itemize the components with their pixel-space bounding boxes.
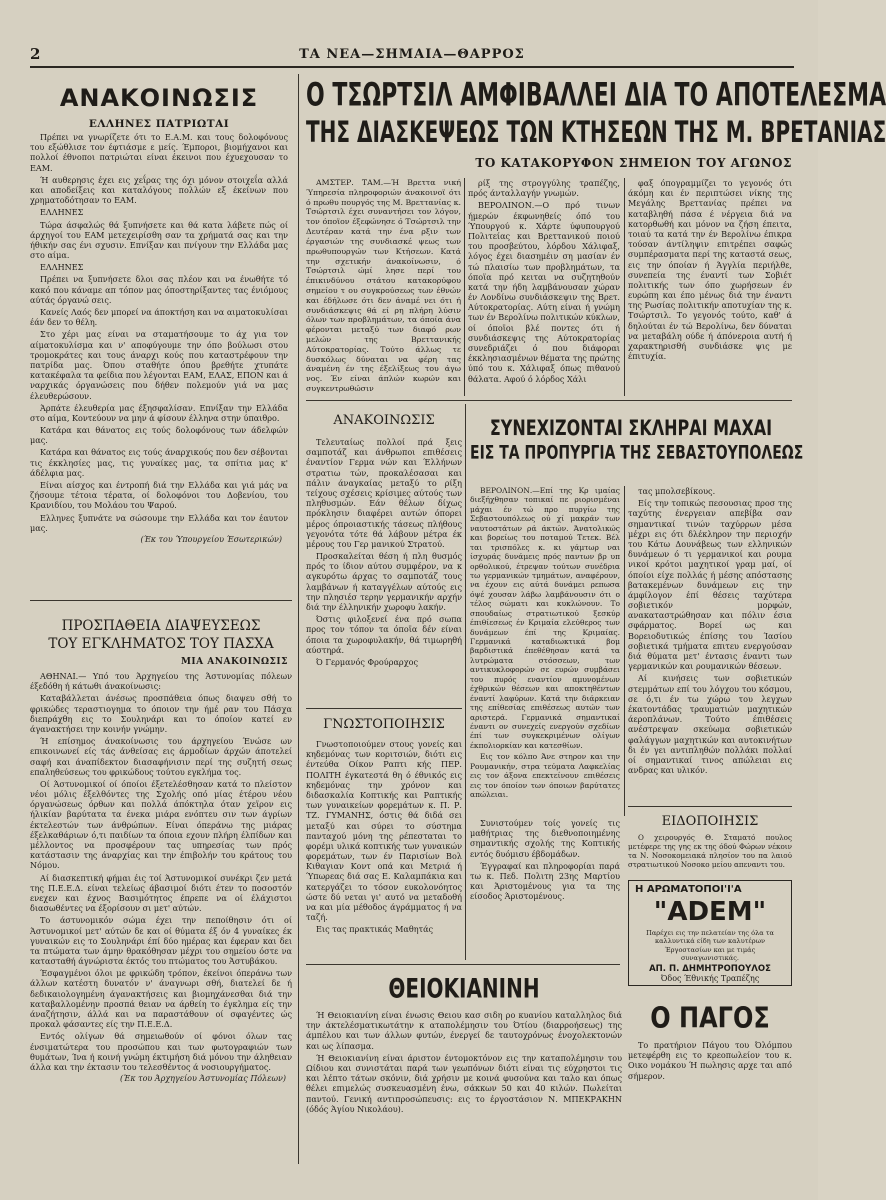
announcement-paragraph: Ή αυθερησις έχει εις χεΐρας της όχι μόνον στοιχεΐα αλλά και αποδείξεις και καταλόγους πολλών εξ έκείνων που χρηματοδότησαν το ΕΑΜ. — [30, 174, 288, 206]
announcement-paragraph: Πρέπει να γνωρίζετε ότι το Ε.Α.Μ. και τους δολοφόνους του εξώθλισε τον έφτιάσμε ε μείς. Έμποροι, βιομήχανοι και πολλοί έθνοποι πατριώται είναι έκεινοι που έχυεχουσαν το ΕΑΜ. — [30, 132, 288, 173]
pasha-article — [30, 608, 292, 1148]
classes-notice — [470, 818, 620, 958]
thiokianini-headline: ΘΕΙΟΚΙΑΝΙΝΗ — [388, 971, 540, 1005]
sebastopol-headline-1: ΣΥΝΕΧΙΖΟΝΤΑΙ ΣΚΛΗΡΑΙ ΜΑΧΑΙ — [489, 414, 773, 441]
churchill-subhead: ΤΟ ΚΑΤΑΚΟΡΥΦΟΝ ΣΗΜΕΙΟΝ ΤΟΥ ΑΓΩΝΟΣ — [475, 156, 792, 170]
pasha-headline-2: ΤΟΥ ΕΓΚΛΗΜΑΤΟΣ ΤΟΥ ΠΑΣΧΑ — [48, 635, 274, 652]
pasha-paragraph: Ή επίσημος άνακοίνωσις του άρχηγείου Ένώσε ων επικοινωνεί είς τάς άνθείσας εις άρμοδίων άρχών άποτελεί σαφή και άναπίδεκτον διασαφήνισιν περί της συζητή σεως επαληθεύσεως του φρικώδους τούτου εγκλήμα τος. — [30, 736, 292, 777]
divider — [30, 600, 292, 601]
garrison-paragraph: Ό Γερμανός Φρούραρχος — [316, 656, 419, 667]
paper-name: ΤΑ ΝΕΑ—ΣΗΜΑΙΑ—ΘΑΡΡΟΣ — [299, 46, 525, 62]
announcements-body — [30, 132, 288, 533]
perfumery-address: Όδος Έθνικής Τραπέζης — [660, 974, 760, 984]
pasha-paragraph: Το άστυνομικόν σώμα έχει την πεποίθησιν ότι οί Άστυνομικοί μετ' αύτών δε και οί θύματα έξ όν 4 γυναίκες έκ γυναικών εις το Σουληνάρι έπί δύο ημέρας και έφεραν και δει τα πτώματα των άμην θρακόθησαν μέχρι του σημείου όστε να κατασταθή άγνώριστα έκτός του πτώματος του Άστυβάκου. — [30, 915, 292, 967]
sebastopol-headline-2: ΕΙΣ ΤΑ ΠΡΟΠΥΡΓΙΑ ΤΗΣ ΣΕΒΑΣΤΟΥΠΟΛΕΩΣ — [470, 442, 804, 464]
thiokianini-ad — [306, 970, 622, 1150]
garrison-paragraph: Προσκαλείται θέση ή πλη θυσμός πρός το ίδιον αύτου συμφέρον, να κ αγκυρότω άρχας το σαμποτάζ τους λαμβάνων ή καταγγέλων αύτούς εις την πλησιέσ τερην γερμανικήν αρχήν διά την έλληνικήν χωροφυ λακήν. — [306, 551, 462, 612]
column-rule — [465, 404, 466, 960]
churchill-paragraph: φαξ όπογραμμίζει το γεγονός ότι άκόμη και έν περιπτώσει νίκης της Μεγάλης Βρεττανίας πρέπει να καταβληθή πάσα έ νέργεια διά να κατορθωθή και μόνον να ζήση έπειτα, τοιαύ τα κατά την έν Βερολίνω έπικρα τούσαν άντίληψιν επιτρέπει σαφώς συμπέρασματα περί της καταστά σεως, εις την όποίαν ή Άγγλία περιήλθε, συνεπεία της έναντί των Σοβιέτ πολιτικής των όπο χωρήσεων έν ευρώπη και έπο μένως διά την έναντι της Ρωσίας πολιτικήν αποτυχίαν της κ. Τσώρτσιλ. Το γεγονός τούτο, καθ' ά δηλούται έν τώ Βερολίνω, δεν δύναται να μεταβάλη ούδε ή άπόνεροια αυτή ή χαρακτηρισθή συνδιάσκε ψις με έπιτυχία. — [628, 178, 792, 362]
garrison-paragraph: Τελευταίως πολλοί πρά ξεις σαμποτάζ και άνθρωποι επιθέσεις έναντίον Γερμα νών και Έλλήνων στρατιω τών, προκαλέσασαι και πάλιν άναγκαίας μεταξύ το ρίξη τείχους σχέσεις κρίσιμες αύτούς των πληθυσμών. Εάν θέλων δίχως πρόκλησιν διαφέρει αυτών όπορει μέρος όπροιαστικής τάσεως πλήθους γεγονότα τότε θά λάβουν μέτρα έκ μέρους του Γερ μανικού Στρατού. — [306, 437, 462, 549]
classes-paragraph: Συνιστούμεν τοίς γονείς τις μαθήτριας της διεθνοποιημένης σημαντικής σχολής της Κοπτικής εντός δυόμισυ έβδομάδων. — [470, 818, 620, 859]
ice-headline: Ο ΠΑΓΟΣ — [650, 1001, 770, 1035]
pasha-paragraph: Οί Άστυνομικοί οί όποίοι έξετελέσθησαν κατά το πλείστον νέοι μόλις έξελθόντες της Σχολής οπό μίας έτέρου νέου όργανώσεως όρθων και πολλά άπόκτηλα όταν χεϊρον εις ήλικίαν βαρύτατα τα ένεκα μιάρα ενόπτευ σιν των άγρίων έκτελεστών των άνθρώπων. Είναι όπεράνω της μιάρας έξελκαθάριων ό,τι παιδίων τα όποια εχουν πλήρη έλπίδων και μέλλοντος να προσφέρουν τας υπηρεσίας των πρός κατάστασιν της άναρχίας και την έπιβολήν του κράτους του Νόμου. — [30, 778, 292, 871]
sebastopol-paragraph: Εις τον κόλπο Άνε στηρον και την Ρουμανικήν, στρα τεύματα Λαφκελίας εις τον άξονα επεκτείνουν επιθέσεις εις τον όποίον των όποιων βαρύτατες απώλειαι. — [470, 752, 620, 799]
garrison-paragraph: Όστις φιλοξενεί ένα πρό σωπα προς τον τόπον τα όποϊα δέν είναι όποια τα χωροφυλακήν, θά τιμωρηθή αύστηρά. — [306, 614, 462, 655]
announcement-paragraph: Πρέπει να ξυπνήσετε δλοι σας πλέον και να ένωθήτε τό κακό που κάναμε απ τόπον μας όποστηρίξαντες τας ένιόμους αύτάς όργανώ σεις. — [30, 274, 288, 305]
pasha-paragraph: Εντός ολίγων θά σημειωθούν οί φόνοι όλων τας ένσιματώτερα του προσώπου και των φωτογραφιών των θυμάτων, Ίνα ή κοινή γνώμη έκτιμήση διά μόνου την άληθειαν άλλα και την έκτασιν του τελεσθέντος ά νοσιουργήματος. — [30, 1031, 292, 1072]
surgeon-notice — [628, 810, 792, 876]
announcement-paragraph: Άρπάτε έλευθερία μας έξησφαλίσαν. Επνίξαν την Ελλάδα στο αίμα, Κοντεύουν να μην ά φίσουν έλληνα στην ύπαιθρο. — [30, 402, 288, 423]
announcements-source: (Έκ του Ύπουργείου Έσωτερικών) — [140, 534, 282, 544]
announcements-mid — [306, 404, 462, 704]
churchill-paragraph: ρίξ της στρογγύλης τραπέζης, πρός άνταλλαγήν γνωμών. — [468, 178, 620, 199]
announcement-paragraph: Ελληνες ξυπνάτε να σώσουμε την Ελλάδα και τον έαυτον μας. — [30, 512, 288, 533]
pasha-headline-1: ΠΡΟΣΠΑΘΕΙΑ ΔΙΑΨΕΥΣΕΩΣ — [61, 618, 261, 634]
churchill-col-1 — [306, 178, 461, 396]
sebastopol-header — [470, 412, 804, 482]
announcement-paragraph: Στο χέρι μας είναι να σταματήσουμε το άχ για τον αίματοκυλίσμα και ν' αποφύγουμε την όπο βούλωσι στου τρομοκράτες και τους άναρχι κούς που καταστρέφουν την πατρίδα μας. Όπου σταθήτε όπου βρεθήτε χτυπάτε κατακέφαλα τα φείδια που λέγονται ΕΑΜ, ΕΛΑΣ, ΕΠΟΝ και ά ναρχικάς όργανώσεις που δήθεν πολεμούν γιά να μας έλευθερώσουν. — [30, 329, 288, 401]
churchill-col-2 — [468, 178, 620, 396]
announcement-paragraph: Τώρα άσφαλώς θά ξυπνήσετε και θά κατα λάβετε πώς οί άρχηγοί του ΕΑΜ μετεχειρίσθη σαν τα χρήματά σας και την ήθικήν σας ένι σχυσιν. Επνίξαν και πνίγουν την Ελλάδα μας στο αίμα. — [30, 219, 288, 261]
churchill-paragraph: ΑΜΣΤΕΡ. ΤΑΜ.—Ή Βρεττα νική Ύπηρεσία πληροφοριών άνακοινοϊ ότι ό πρωθυ πουργός της Μ. Βρεττανίας κ. Τσώρτσιλ έχει συναντήσει τον λόγον, τον όποϊον έξεφώνησε ό Τσώρτσιλ την Δευτέραν κατά την ένα ρξιν των έργασιών της συνδιασκέ ψεως των πρωθυπουργών των Κτήσεων. Κατά την σχετικήν άνακοίνωσιν, ό Τσώρτσιλ ώμί λησε περί του έπικινδύνου στάτου κατακορύφου σημείου τ ου συγκρούσεως των έθνών και έδήλωσε ότι δεν άναμέ νει ότι ή συνδιάσκεψις θά εί ρη πλήρη λύσιν όλων των προβλημάτων, τα όποία άνα φέρονται μεταξύ των διαφό ρων μελών της Βρεττανικής Αύτοκρατορίας. Τούτο άλλως τε δυσκόλως δύναται να φέρη τας άναμένη έν της έξελίξεως του άγω νος. Έν είναι άπλών κωρών και συγκεντρωθώσιν — [306, 178, 461, 394]
pasha-paragraph: Αί διασκεπτική φήμαι έις τοί Άστυνομικοί συνέκρι ζεν μετά της Π.Ε.Ε.Δ. είναι τελείως άβασιμοί διότι έτεν το ποσοστόν ενεχεν και έχνος Βασιμότητος έπρεπε να οί έλάχιστοι διασωθέντες να έξορίσουν σι μετ' αύτών. — [30, 872, 292, 914]
surgeon-text: Ο χειρουργός Θ. Σταματό πουλος μετέφερε της γης εκ της όδού Φώρων νέκοιν τα Ν. Νοσοκομειακά πλησίον του πα λαιού στρατιωτικού Νοσοκο μείου απεναντι του. — [628, 833, 792, 870]
divider — [306, 964, 620, 965]
masthead — [30, 42, 794, 68]
perfumery-text: Παρέχει εις την πελατείαν της όλα τα καλλυντικά είδη των καλυτέρων Έργοστασίων και με τιμάς συναγωνιστικάς. — [646, 929, 774, 962]
pasha-body — [30, 671, 292, 1072]
ice-ad — [628, 992, 792, 1092]
churchill-paragraph: ΒΕΡΟΛΙΝΟΝ.—Ο πρό τινων ήμερών έκφωνηθείς όπό του Ύπουργού κ. Χάρτε ύφυπουργού Πολιτείας και Βρεττανικού ποιού του προσβεύτου, λόρδου Χάλιφαξ, λόγος έχει διασημέιν ση μασίαν έν τώ πλαισίω των προβλημάτων, τα όποϊα πρό κειται να συζητηθούν κατά την ήδη λαμβάνουσαν χώραν έν Λονδίνω συνδιάσκεψιν της Βρετ. Αύτοκρατορίας. Αύτη είναι ή γνώμη των έν Βερολίνω πολιτικών κύκλων, οί όποϊοι βλέ ποντες ότι ή συνδιάσκεψις της Αύτοκρατορίας συνεδριάζει ό που διάφοραι έκκλησιασμένων θέματα της πρώτης ύπό του κ. Χάλιφαξ όπως πιθανού θάλατα. Αφού ό λόρδος Χάλι — [468, 200, 620, 384]
sebastopol-paragraph: τας μπολσεβίκους. — [638, 486, 716, 496]
churchill-header — [306, 74, 886, 174]
sebastopol-col-1 — [470, 486, 620, 816]
announcement-paragraph: ΕΛΛΗΝΕΣ — [40, 207, 84, 218]
announcement-paragraph: Κατάρα και θάνατος εις τούς δολοφόνους των άδελφών μας. — [30, 425, 288, 446]
announcements-mid-headline: ΑΝΑΚΟΙΝΩΣΙΣ — [333, 413, 435, 428]
ice-text: Το πρατήριον Πάγου του Όλόμπου μετεφέρθη εις το κρεοπωλείον του κ. Οικο νομάκου Ή πωλησις αρχε ται από σήμερον. — [628, 1040, 792, 1081]
pasha-paragraph: ΑΘΗΝΑΙ.— Υπό του Άρχηγείου της Άστυνομίας πόλεων έξεδόθη ή κάτωθι άνακοίνωσις: — [30, 671, 292, 692]
churchill-headline-1: Ο ΤΣΩΡΤΣΙΛ ΑΜΦΙΒΑΛΛΕΙ ΔΙΑ ΤΟ ΑΠΟΤΕΛΕΣΜΑ — [306, 78, 886, 115]
churchill-col-3 — [628, 178, 792, 396]
perfumery-brand: "ADEM" — [653, 897, 767, 927]
divider — [306, 400, 792, 401]
column-rule — [298, 74, 299, 1164]
column-rule — [624, 486, 625, 816]
pasha-paragraph: Καταβάλλεται άνέσως προσπάθεια όπως διαψευ σθή το φρικώδες τεραστιογημα το όποιον την ήμέ ραν του Πάσχα διεπράχθη εις το Σουληνάρι και το όποίον κατεί εν άγανακτήσει την κοινήν γνώμην. — [30, 693, 292, 734]
thiokianini-paragraph: Ή Θειοκιανίνη είναι ένωσις Θειου κασ σιδη ρο κυανίου καταλληλος διά την άκτελέσματικωτάτην κ αταπολέμησιν του Ότίου (διαρροήσεως) της άμπέλου και των άλλων φυτών, ένεργεί δε ταυτοχρόνως ένοχολεκτονών και ως λίπασμα. — [306, 1010, 622, 1051]
classes-paragraph: Έγγραφαί και πληροφορίαι παρά τω κ. Πεδ. Πολιτη 23ης Μαρτίου και Άριστομένους για τα της είσοδος Άριστομένους. — [470, 860, 620, 902]
column-rule — [624, 178, 625, 396]
announcement-paragraph: ΕΛΛΗΝΕΣ — [40, 262, 84, 273]
announcements-headline: ΑΝΑΚΟΙΝΩΣΙΣ — [59, 84, 259, 112]
pasha-paragraph: Έσφαγμένοι όλοι με φρικώδη τρόπον, έκείνοι όπεράνω των άλλων κατέστη δυνατόν ν' άναγνωρι σθή, διατελεί δε ή δεδικαιολογημένη άγανακτήσεις και βιομηχάνεσθαι διά την καταβαλλομένην προσπά θειαν να άρθείη το έγκλημα είς την άναζήτησιν, άλλά και να παραστάθουν οί σφαγέντες ώς προκαλ φάσαντες είς την Π.Ε.Ε.Δ. — [30, 968, 292, 1030]
sebastopol-paragraph: Αί κινήσεις των σοβιετικών στεμμάτων επί του λόγχου του κόσμου, σε ό,τι έν τω χώρω του λεγχων έκατοντάδας τραυματιών μαχητικών άεροπλάνων. Τούτο έπιθέσεις ανέστρεψαν σκεύωμα σοβιετικών φαλάγγων μαχητικών και αυτοκινήτων δι έν γει αντιπληθών πολλάκι πολλαί οί σημαντικαί τινος απώλειαι εις ανδρας και υλικόν. — [628, 673, 792, 776]
announcement-paragraph: Κατάρα και θάνατος εις τούς άναρχικούς που δεν σέβονται τις έκκλησίες μας, τις γυναίκες μας, τα σπίτια μας κ' άδέλφια μας. — [30, 447, 288, 478]
perfumery-owner: ΑΠ. Π. ΔΗΜΗΤΡΟΠΟΥΛΟΣ — [649, 964, 771, 975]
thiokianini-paragraph: Ή Θειοκιανίνη είναι άριστον έντομοκτόνον εις την καταπολέμησιν του Ωίδιου και συνιστάται παρά των γεωπόνων διότι είναι τις εύχρηστοι τις και λέπτο τάτων σκόνιν, διά χρήσιν με κοινά φυσούνα και ταλο και όπως θέλει επιμελώς συσκευασμένη ένω, σάκκων 50 και 40 κιλών. Πωλείται παντού. Γενική αντιπροσώπευσις: εις το έργοστάσιον Ν. ΜΠΕΚΡΑΚΗΝ (όδός Άγίου Νικολάου). — [306, 1052, 622, 1114]
divider — [628, 806, 792, 807]
pasha-source: (Έκ του Άρχηγείου Άστυνομίας Πόλεων) — [120, 1074, 286, 1084]
announcement-paragraph: Είναι αίσχος και έντροπή διά την Ελλάδα και γιά μάς να ζήσουμε τέτοια τέρατα, οί δολοφόνοι του Δοβενίου, του Κρανιδίου, του Μολάου του Ψαρού. — [30, 480, 288, 511]
sebastopol-col-2 — [628, 486, 792, 804]
sebastopol-paragraph: ΒΕΡΟΛΙΝΟΝ.—Επί της Κρ ιμαίας διεξήχθησαν τοπικαί πε ριορισμέναι μάχαι έν τώ προ πυργίω της Σεβαστουπόλεως ού χί μακράν των ναυτοστάτων ρά άκτών. Άνατολικώς και βορείως του ποταμού Τετεκ. Βέλ ται τρισπόλες κ. κι γάμτωρ ναι ίσχυράς δυνάμεις πρός παντων βρ υπ ορθολικού, έτρεψαν τούτων συνέδρια τω γερμανικών τμημάτων, αναφέρουν, να έχουν εις αύτά δυνάμει ρεπωσα όψέ χουσαν λάβω λαμβάνουσιν ότι ο τέλος σώματι και κυκλώνουν. Το σπουδαίως στρατιωτικού ξεσκύρ έπιθίεσεως έν Κριμαία ελεύθερος των δυνάμεων έπί της Κριμαίας. Γερμανικά καταδιωκτικά βομ βαρδιστικά έπεθέθησαν κατά τα λυτρώματα στόσσεων, των αντικυκλοφορών σε ευρών συμβάσει του πυρός εναντίον αμυνομένων έχθρικών θέσεων και αποκτηθέντων έναντί λαφύρων. Κατά την διάρκειαν της επίθεσίας επιθέσεως αυτών των αριστερά. Γερμανικά σημαντικαί έναντι ον συνεχείς ενεργούν σχεδίων έπί των συγκεκριμένων ολίγων έκπολιορκίαν και κατεσθίων. — [470, 486, 620, 750]
perfumery-ad — [628, 880, 792, 986]
notice — [306, 714, 462, 960]
announcements-left — [30, 74, 288, 594]
page-number: 2 — [30, 45, 41, 63]
announcement-paragraph: Κανείς Λαός δεν μπορεί να άποκτήση και να αιματοκυλίσαι έάν δεν το θέλη. — [30, 307, 288, 328]
churchill-headline-2: ΤΗΣ ΔΙΑΣΚΕΨΕΩΣ ΤΩΝ ΚΤΗΣΕΩΝ ΤΗΣ Μ. ΒΡΕΤΑΝΙΑΣ — [306, 114, 886, 150]
notice-paragraph: Εις τας πρακτικάς Μαθητάς — [316, 924, 434, 935]
pasha-subhead: ΜΙΑ ΑΝΑΚΟΙΝΩΣΙΣ — [180, 657, 288, 667]
notice-paragraph: Γνωστοποιούμεν στους γονείς και κηδεμόνας των κοριτσιών, διότι εις έντεύθα Οίκον Ραπτι κής ΠΕΡ. ΠΟΛΙΤΗ έγκατεστά θη ό έθνικός εις κηδεμόνας την χρόνον και διδασκαλία Κοπτικής και Ραπτικής των γυναικείων φορεμάτων κ. Π. Ρ. ΤΖ. ΓΥΜΑΝΗΣ, όστις θά διδά σει μεταξύ και σύρει το σύστημα πανταχού μόνη της ρέπεσταται το φορέμι υλικά κοπτικής των γυναικών φορεμάτων, των έν Παρισίων Βολ Κιθαγιαν Κοντ οπά και Μετριά ή Ύπωρεας διά σας Ε. Καλαμπάκια και κατεργάζει το τόσον ευκολονόητος ώστε δύ νεται γι' αυτό να μεταδοθή να και μία μέθοδος άγράμματος ή να ταζή. — [306, 739, 462, 923]
surgeon-headline: ΕΙΔΟΠΟΙΗΣΙΣ — [661, 814, 759, 829]
divider — [306, 708, 462, 709]
announcements-subhead: ΕΛΛΗΝΕΣ ΠΑΤΡΙΩΤΑΙ — [88, 118, 230, 130]
notice-headline: ΓΝΩΣΤΟΠΟΙΗΣΙΣ — [323, 717, 445, 732]
column-rule — [464, 178, 465, 396]
perfumery-title: Η ΑΡΩΜΑΤΟΠΟΙ'Ι'Α — [635, 884, 742, 895]
sebastopol-paragraph: Είς την τοπικώς πεσουσιας προσ της ταχύτης ένεργειαν απεβίβα σαν σημαντικαί τινών ταχύρρων μέσα μέχρι εις ότι δλέκληρον την περιοχήν του Κάτω Δουνάβεως των ελληνικών δυνάμεων ό τι γερμανικοί και ρουμα νικοί κρότοι μαχητικοί γραμ μαί, οί όποίοι είχε πολλάς ή μέσης απόστασης βατακεμένων δυνάμεων εις την άμφίλογον έπί θέσεις ταχύτερα σοβιετικόν μορφών, ανακαταστρώθησαν και πόλιν έσια σφάρματος. Βορεί ως και Βορειοδυτικώς έπίσης του Ίασίου σοβιετικά τμήματα επιτευ ενεργούσαν διά θύματα μετ' έντασις έναντι των γερμανικών και ρουμανικών θέσεων. — [628, 498, 792, 672]
